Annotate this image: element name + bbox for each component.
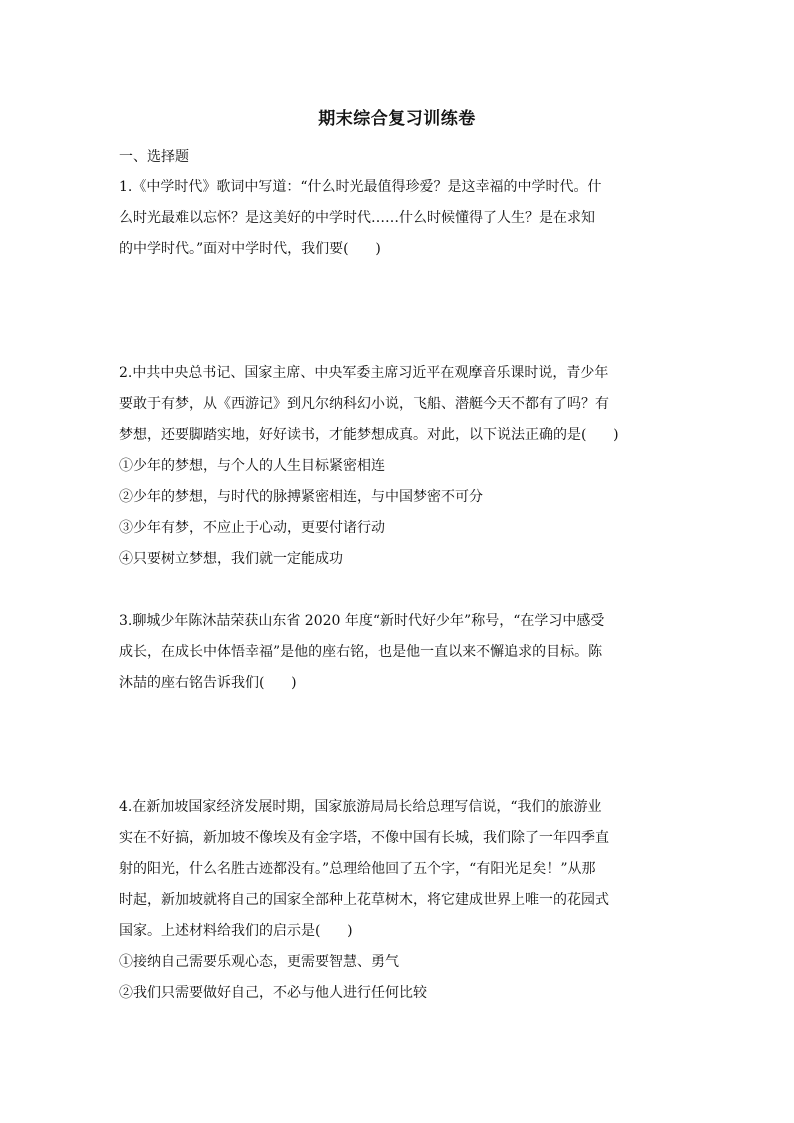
question-2 [119, 358, 679, 606]
statement-row [119, 296, 679, 327]
statement-item: ①少年的梦想，与个人的人生目标紧密相连 [119, 458, 385, 474]
statement-item: ②少年的梦想，与时代的脉搏紧密相连，与中国梦密不可分 [119, 489, 483, 505]
answer-options [119, 761, 679, 792]
question-stem-line: 4.在新加坡国家经济发展时期，国家旅游局局长给总理写信说，“我们的旅游业 [119, 799, 602, 815]
statement-item: ②我们只需要做好自己，不必与他人进行任何比较 [119, 985, 427, 1001]
question-stem-line: 么时光最难以忘怀？是这美好的中学时代……什么时候懂得了人生？是在求知 [119, 210, 595, 226]
statement-row [119, 265, 679, 296]
question-stem-line: 时起，新加坡就将自己的国家全部种上花草树木，将它建成世界上唯一的花园式 [119, 892, 609, 908]
question-stem-line: 要敢于有梦，从《西游记》到凡尔纳科幻小说，飞船、潜艇今天不都有了吗？有 [119, 396, 609, 412]
question-stem-line: 国家。上述材料给我们的启示是( ) [119, 923, 353, 939]
question-stem-line: 的中学时代。”面对中学时代，我们要( ) [119, 241, 381, 257]
statement-item: ③少年有梦，不应止于心动，更要付诸行动 [119, 520, 385, 536]
section-heading: 一、选择题 [119, 149, 189, 165]
answer-options [119, 575, 679, 606]
page-title: 期末综合复习训练卷 [318, 109, 476, 129]
question-1 [119, 172, 679, 358]
question-list [119, 172, 679, 1009]
question-stem-line: 射的阳光，什么名胜古迹都没有。”总理给他回了五个字，“有阳光足矣！”从那 [119, 861, 596, 877]
question-stem-line: 实在不好搞，新加坡不像埃及有金字塔，不像中国有长城，我们除了一年四季直 [119, 830, 609, 846]
statement-item: ①接纳自己需要乐观心态，更需要智慧、勇气 [119, 954, 399, 970]
question-4 [119, 792, 679, 1009]
question-stem-line: 沐喆的座右铭告诉我们( ) [119, 675, 297, 691]
question-stem-line: 成长，在成长中体悟幸福”是他的座右铭，也是他一直以来不懈追求的目标。陈 [119, 644, 603, 660]
question-stem-line: 2.中共中央总书记、国家主席、中央军委主席习近平在观摩音乐课时说，青少年 [119, 365, 609, 381]
statement-item: ④只要树立梦想，我们就一定能成功 [119, 551, 343, 567]
question-stem-line: 3.聊城少年陈沐喆荣获山东省 2020 年度“新时代好少年”称号，“在学习中感受 [119, 613, 605, 629]
question-stem-line: 1.《中学时代》歌词中写道：“什么时光最值得珍爱？是这幸福的中学时代。什 [119, 179, 602, 195]
answer-options [119, 327, 679, 358]
statement-row [119, 730, 679, 761]
statement-row [119, 699, 679, 730]
question-stem-line: 梦想，还要脚踏实地，好好读书，才能梦想成真。对此，以下说法正确的是( ) [119, 427, 619, 443]
question-3 [119, 606, 679, 792]
